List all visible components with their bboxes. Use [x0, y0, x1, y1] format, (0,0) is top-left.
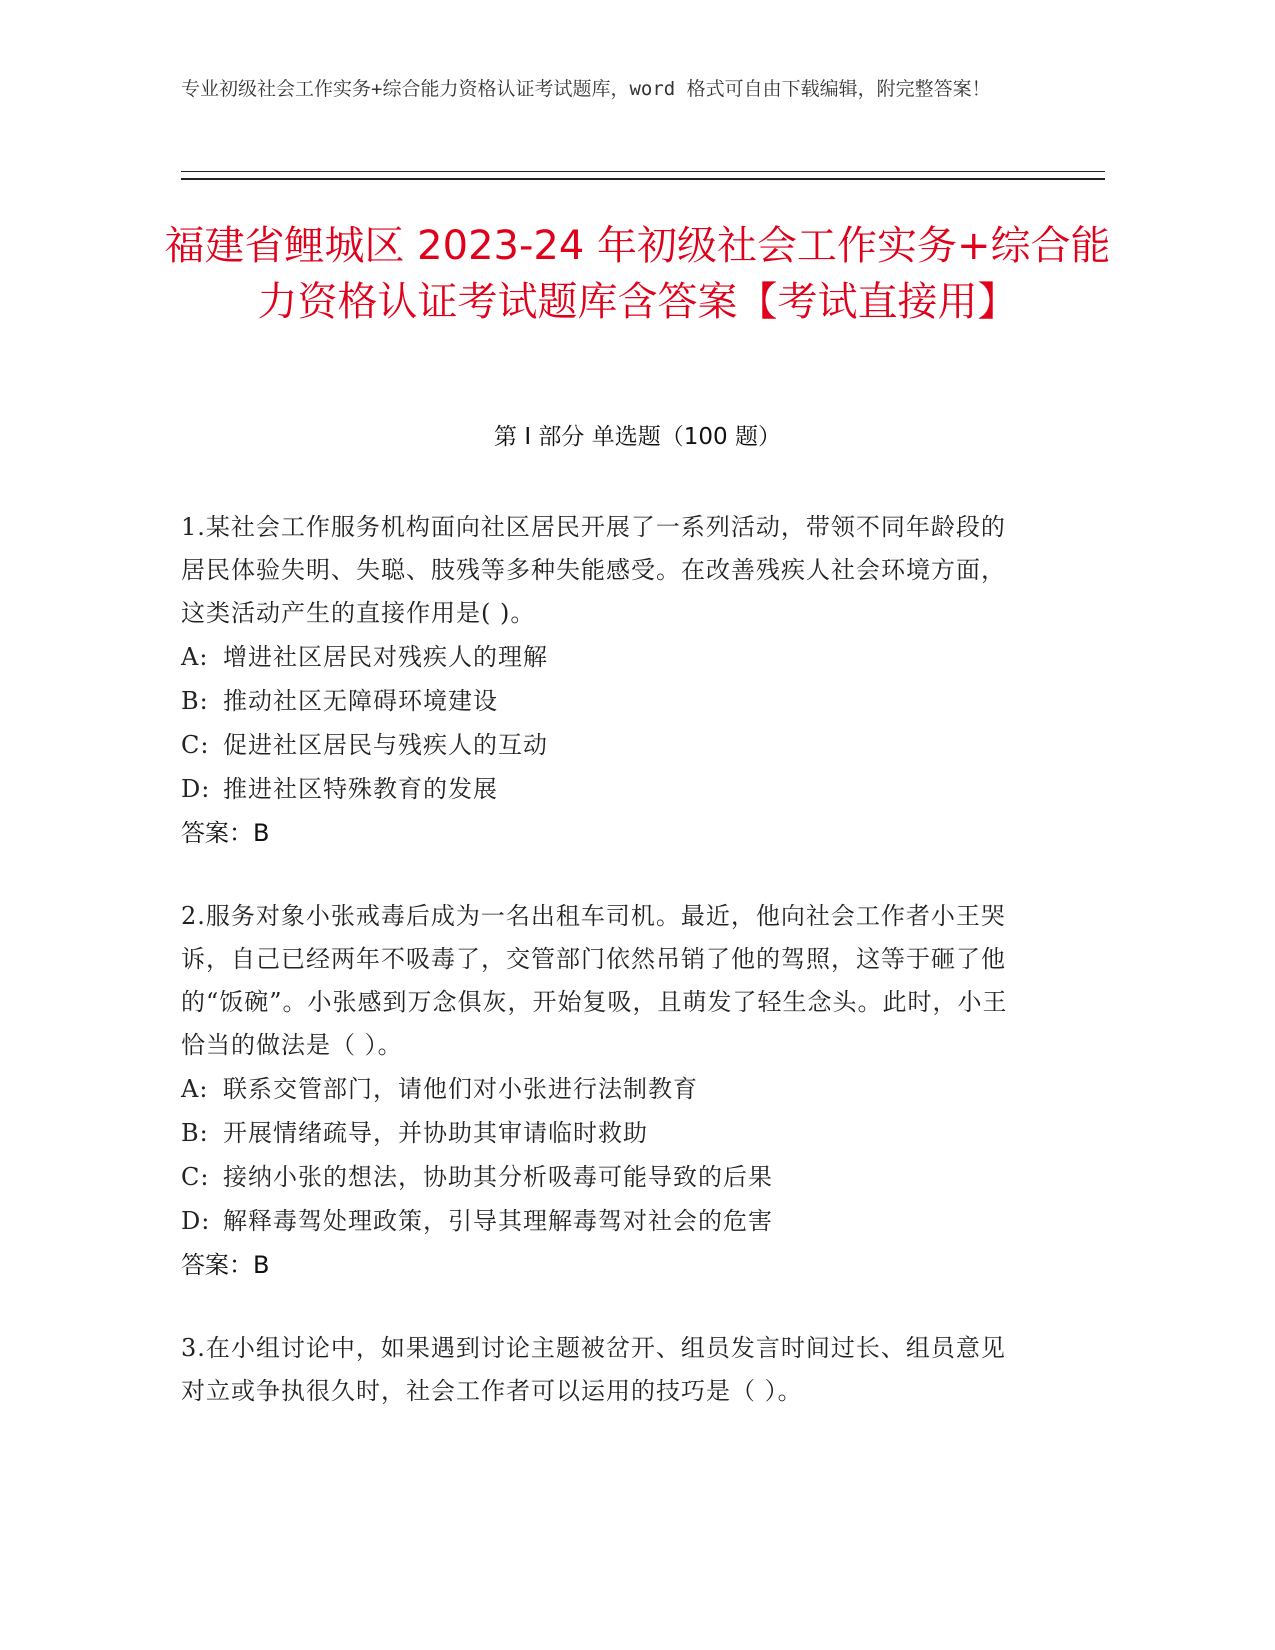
question-1 — [181, 506, 1021, 855]
question-stem: 1.某社会工作服务机构面向社区居民开展了一系列活动，带领不同年龄段的居民体验失明、失聪、肢残等多种失能感受。在改善残疾人社会环境方面，这类活动产生的直接作用是( )。 — [181, 513, 1006, 627]
question-option — [181, 767, 1021, 811]
option-text: 联系交管部门，请他们对小张进行法制教育 — [223, 1075, 698, 1103]
option-text: 增进社区居民对残疾人的理解 — [223, 643, 548, 671]
question-stem: 3.在小组讨论中，如果遇到讨论主题被岔开、组员发言时间过长、组员意见对立或争执很久时，社会工作者可以运用的技巧是（ ）。 — [181, 1334, 1006, 1405]
option-text: 推动社区无障碍环境建设 — [223, 687, 498, 715]
question-option — [181, 1199, 1021, 1243]
question-list — [181, 506, 1021, 1453]
document-title: 福建省鲤城区 2023-24 年初级社会工作实务+综合能力资格认证考试题库含答案【考试直接用】 — [164, 223, 1111, 325]
option-text: 解释毒驾处理政策，引导其理解毒驾对社会的危害 — [223, 1207, 773, 1235]
question-option — [181, 679, 1021, 723]
question-option — [181, 1111, 1021, 1155]
option-text: 促进社区居民与残疾人的互动 — [223, 731, 548, 759]
header-divider-thick — [181, 178, 1105, 180]
option-text: 开展情绪疏导，并协助其审请临时救助 — [223, 1119, 648, 1147]
option-letter: B: — [181, 1119, 209, 1147]
question-answer: 答案：B — [181, 819, 270, 847]
option-letter: D: — [181, 775, 211, 803]
question-2 — [181, 895, 1021, 1287]
question-answer: 答案：B — [181, 1251, 270, 1279]
option-letter: B: — [181, 687, 209, 715]
question-option — [181, 1155, 1021, 1199]
question-option — [181, 635, 1021, 679]
option-text: 推进社区特殊教育的发展 — [223, 775, 498, 803]
option-letter: C: — [181, 1163, 210, 1191]
section-heading: 第 I 部分 单选题（100 题） — [494, 424, 781, 450]
option-letter: A: — [181, 643, 209, 671]
question-stem: 2.服务对象小张戒毒后成为一名出租车司机。最近，他向社会工作者小王哭诉，自己已经两年不吸毒了，交管部门依然吊销了他的驾照，这等于砸了他的“饭碗”。小张感到万念俱灰，开始复吸，且萌发了轻生念头。此时，小王恰当的做法是（ ）。 — [181, 902, 1008, 1059]
header-note: 专业初级社会工作实务+综合能力资格认证考试题库，word 格式可自由下载编辑，附完整答案！ — [181, 78, 991, 100]
option-text: 接纳小张的想法，协助其分析吸毒可能导致的后果 — [223, 1163, 773, 1191]
option-letter: C: — [181, 731, 210, 759]
question-option — [181, 723, 1021, 767]
option-letter: A: — [181, 1075, 209, 1103]
header-divider-thin — [181, 171, 1105, 172]
question-3 — [181, 1327, 1021, 1413]
question-option — [181, 1067, 1021, 1111]
option-letter: D: — [181, 1207, 211, 1235]
